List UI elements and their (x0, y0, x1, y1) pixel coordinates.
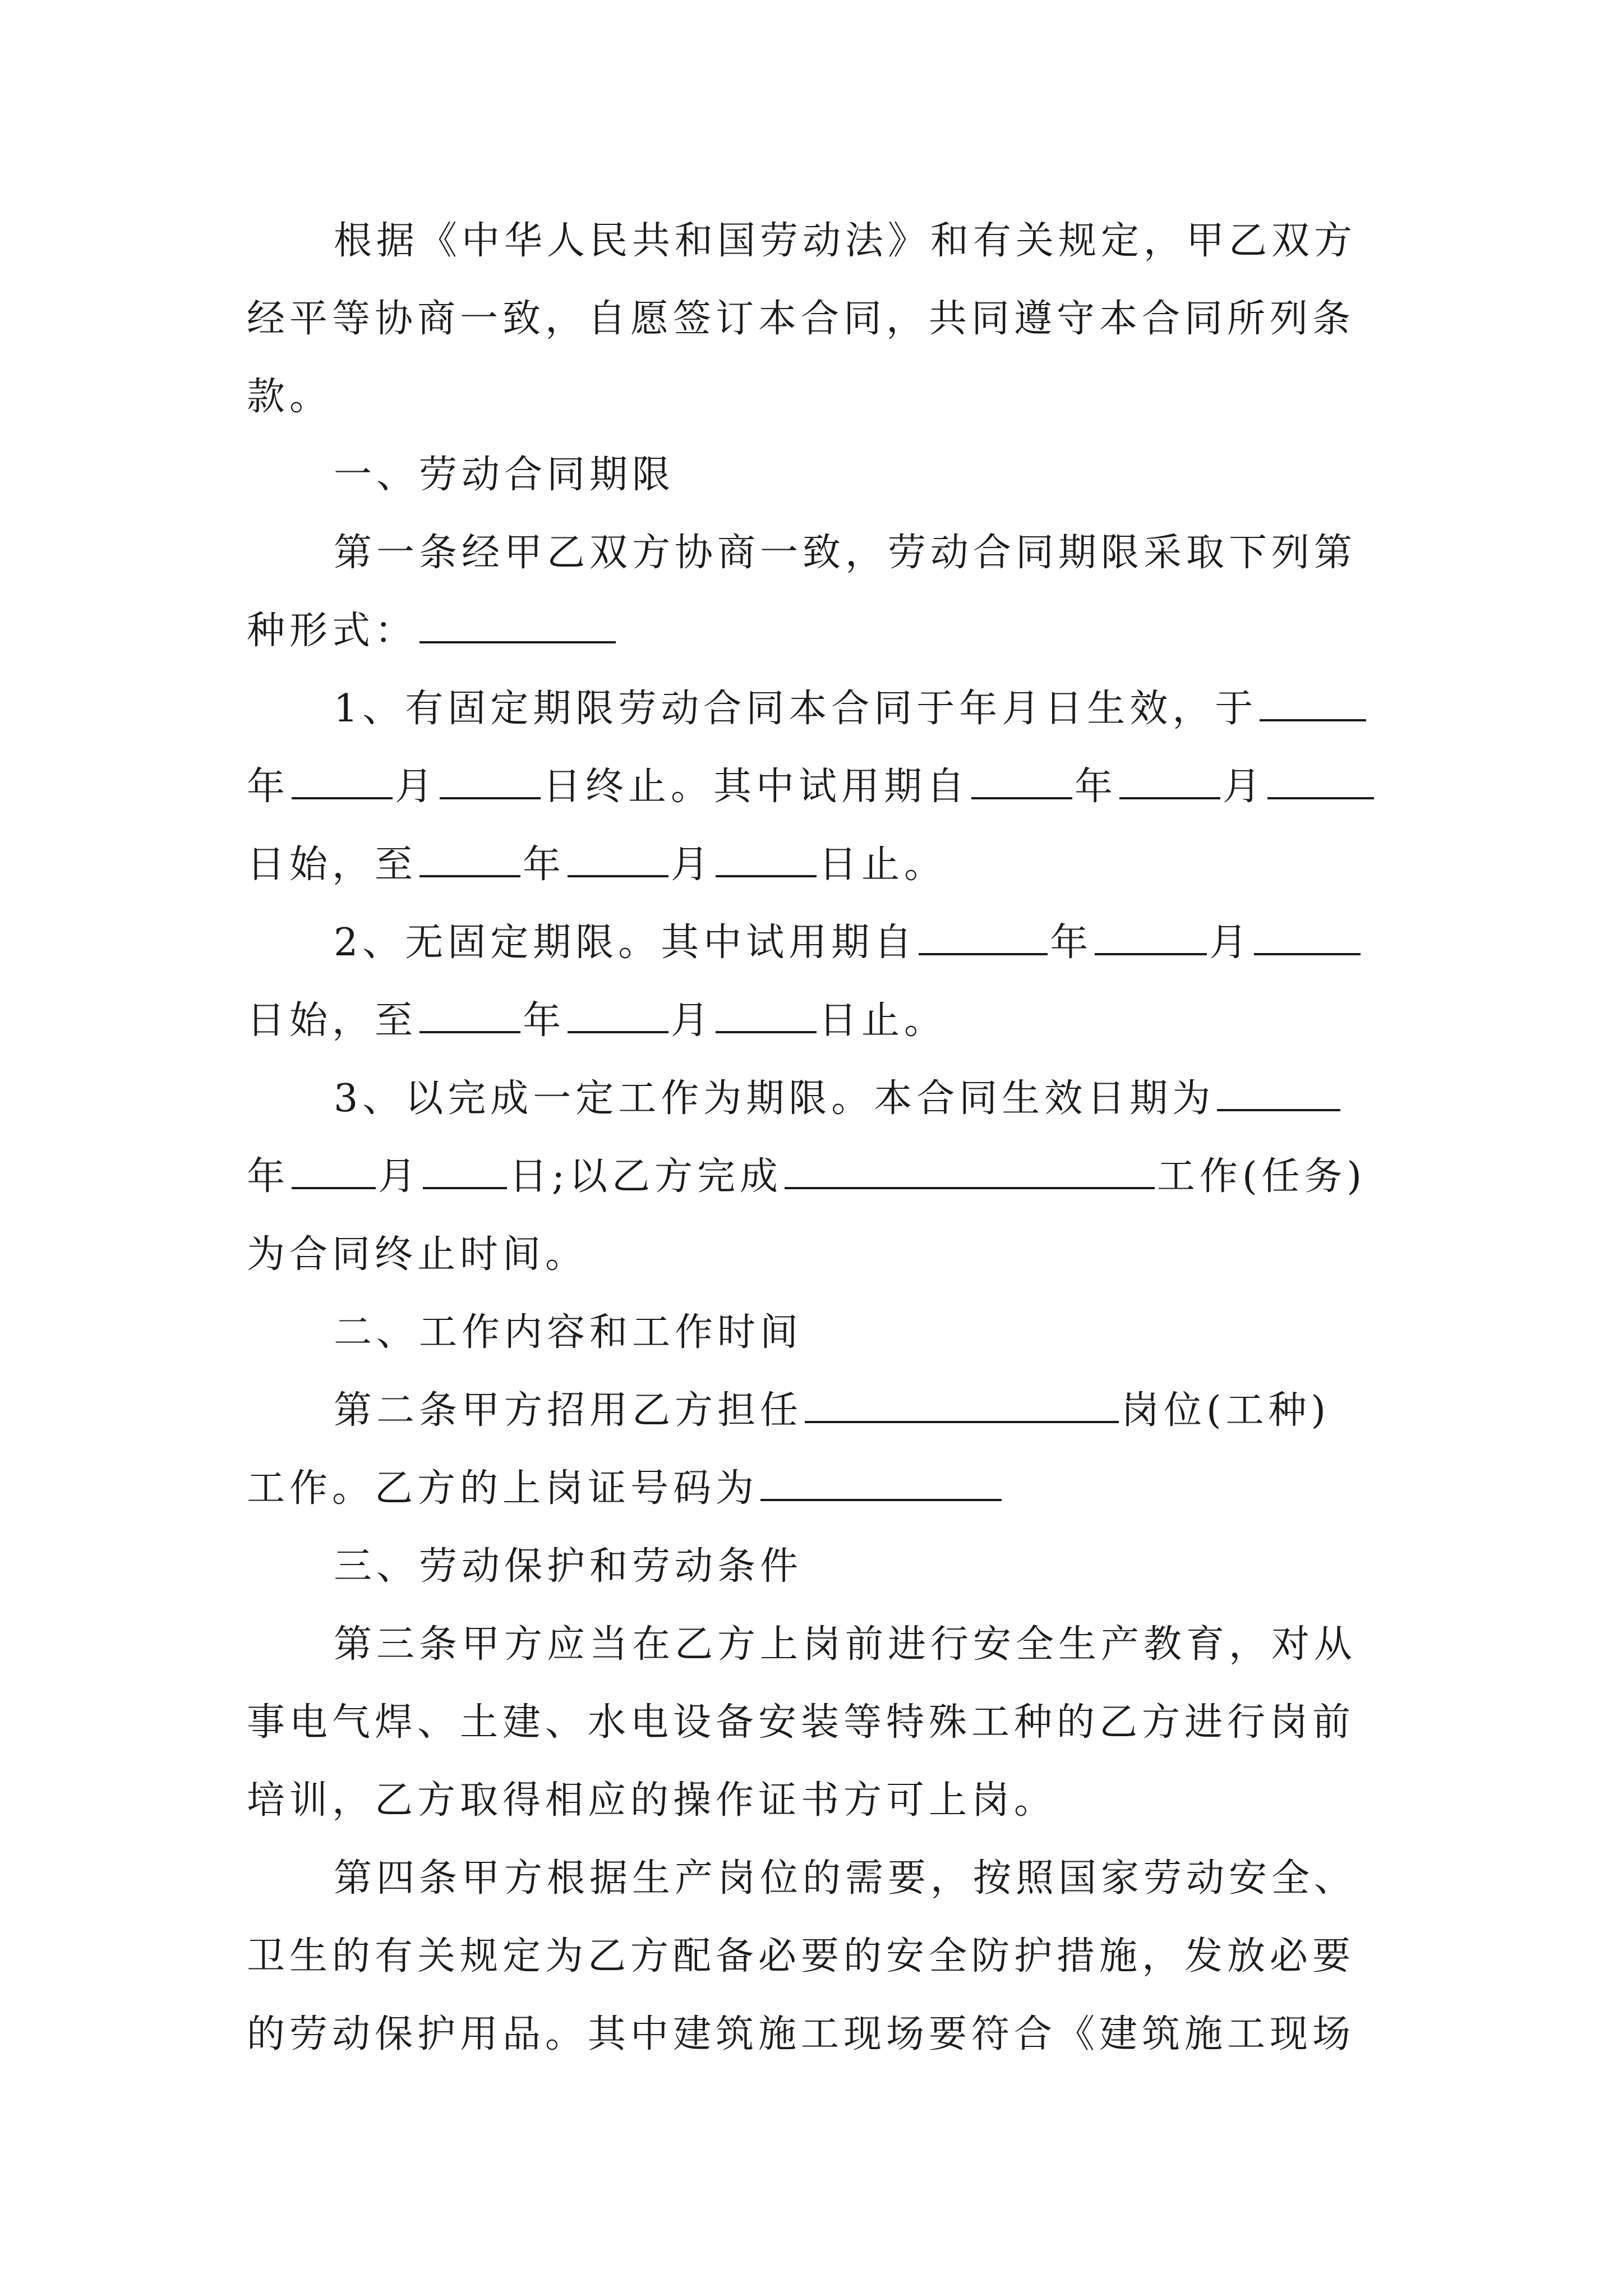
text-line (247, 748, 1385, 826)
fill-in-blank[interactable] (568, 1001, 668, 1033)
text-line (247, 1761, 1385, 1839)
fill-in-blank[interactable] (1217, 1079, 1340, 1111)
fill-in-blank[interactable] (760, 1469, 1002, 1501)
text-line (247, 1060, 1385, 1138)
text-segment: 日终止。其中试用期自 (543, 765, 970, 809)
fill-in-blank[interactable] (440, 767, 541, 799)
text-segment: 年 (247, 765, 290, 809)
fill-in-blank[interactable] (1267, 767, 1374, 799)
text-segment: 2、无固定期限。其中试用期自 (334, 921, 917, 965)
fill-in-blank[interactable] (971, 767, 1072, 799)
text-segment: 经平等协商一致，自愿签订本合同，共同遵守本合同所列条 (247, 297, 1355, 341)
fill-in-blank[interactable] (419, 611, 616, 643)
text-segment: 培训，乙方取得相应的操作证书方可上岗。 (247, 1778, 1057, 1823)
fill-in-blank[interactable] (419, 845, 520, 877)
fill-in-blank[interactable] (423, 1157, 507, 1189)
text-line (247, 1839, 1385, 1917)
fill-in-blank[interactable] (805, 1391, 1119, 1423)
text-segment: 第四条甲方根据生产岗位的需要，按照国家劳动安全、 (334, 1856, 1357, 1901)
text-segment: 日始，至 (247, 843, 418, 887)
text-line (247, 1372, 1385, 1450)
text-line (247, 358, 1385, 436)
fill-in-blank[interactable] (292, 1157, 376, 1189)
contract-body (247, 202, 1385, 2073)
text-segment: 岗位(工种) (1121, 1388, 1331, 1433)
text-segment: 年 (1050, 921, 1093, 965)
text-segment: 日始，至 (247, 999, 418, 1043)
text-line (247, 436, 1385, 514)
fill-in-blank[interactable] (785, 1157, 1155, 1189)
text-line (247, 1995, 1385, 2073)
text-segment: 根据《中华人民共和国劳动法》和有关规定，甲乙双方 (334, 219, 1357, 263)
text-segment: 第二条甲方招用乙方担任 (334, 1388, 803, 1433)
text-line (247, 1216, 1385, 1294)
fill-in-blank[interactable] (1119, 767, 1220, 799)
text-segment: 日;以乙方完成 (509, 1154, 782, 1199)
text-line (247, 592, 1385, 670)
fill-in-blank[interactable] (1260, 689, 1366, 721)
text-segment: 第三条甲方应当在乙方上岗前进行安全生产教育，对从 (334, 1622, 1357, 1667)
text-segment: 月 (671, 843, 714, 887)
text-line (247, 1605, 1385, 1683)
text-segment: 的劳动保护用品。其中建筑施工现场要符合《建筑施工现场 (247, 2012, 1355, 2056)
text-segment: 工作(任务) (1156, 1154, 1367, 1199)
text-segment: 款。 (247, 375, 333, 419)
text-segment: 年 (1075, 765, 1118, 809)
text-segment: 月 (378, 1154, 421, 1199)
text-segment: 工作。乙方的上岗证号码为 (247, 1466, 759, 1511)
text-segment: 日止。 (819, 999, 947, 1043)
text-line (247, 202, 1385, 280)
text-segment: 年 (247, 1154, 290, 1199)
text-segment: 月 (671, 999, 714, 1043)
fill-in-blank[interactable] (716, 1001, 817, 1033)
text-line (247, 1917, 1385, 1995)
text-segment: 第一条经甲乙双方协商一致，劳动合同期限采取下列第 (334, 531, 1357, 575)
text-segment: 一、劳动合同期限 (334, 453, 675, 497)
text-line (247, 904, 1385, 982)
text-segment: 年 (523, 843, 566, 887)
text-segment: 为合同终止时间。 (247, 1232, 588, 1277)
text-line (247, 280, 1385, 358)
text-segment: 种形式： (247, 609, 418, 653)
text-line (247, 982, 1385, 1060)
text-segment: 事电气焊、土建、水电设备安装等特殊工种的乙方进行岗前 (247, 1700, 1355, 1745)
text-segment: 月 (1209, 921, 1252, 965)
text-segment: 3、以完成一定工作为期限。本合同生效日期为 (334, 1076, 1215, 1121)
fill-in-blank[interactable] (1254, 923, 1361, 955)
text-segment: 年 (523, 999, 566, 1043)
text-line (247, 1294, 1385, 1372)
fill-in-blank[interactable] (568, 845, 668, 877)
text-line (247, 670, 1385, 748)
text-segment: 月 (1223, 765, 1266, 809)
text-segment: 1、有固定期限劳动合同本合同于年月日生效，于 (334, 687, 1258, 731)
text-segment: 卫生的有关规定为乙方配备必要的安全防护措施，发放必要 (247, 1934, 1355, 1978)
text-line (247, 1527, 1385, 1605)
text-segment: 三、劳动保护和劳动条件 (334, 1544, 803, 1589)
text-line (247, 826, 1385, 904)
fill-in-blank[interactable] (716, 845, 817, 877)
text-segment: 月 (395, 765, 438, 809)
fill-in-blank[interactable] (292, 767, 393, 799)
text-line (247, 1683, 1385, 1761)
fill-in-blank[interactable] (919, 923, 1048, 955)
text-line (247, 1450, 1385, 1527)
text-line (247, 514, 1385, 592)
text-line (247, 1138, 1385, 1216)
fill-in-blank[interactable] (1095, 923, 1207, 955)
text-segment: 日止。 (819, 843, 947, 887)
fill-in-blank[interactable] (419, 1001, 520, 1033)
text-segment: 二、工作内容和工作时间 (334, 1310, 803, 1355)
